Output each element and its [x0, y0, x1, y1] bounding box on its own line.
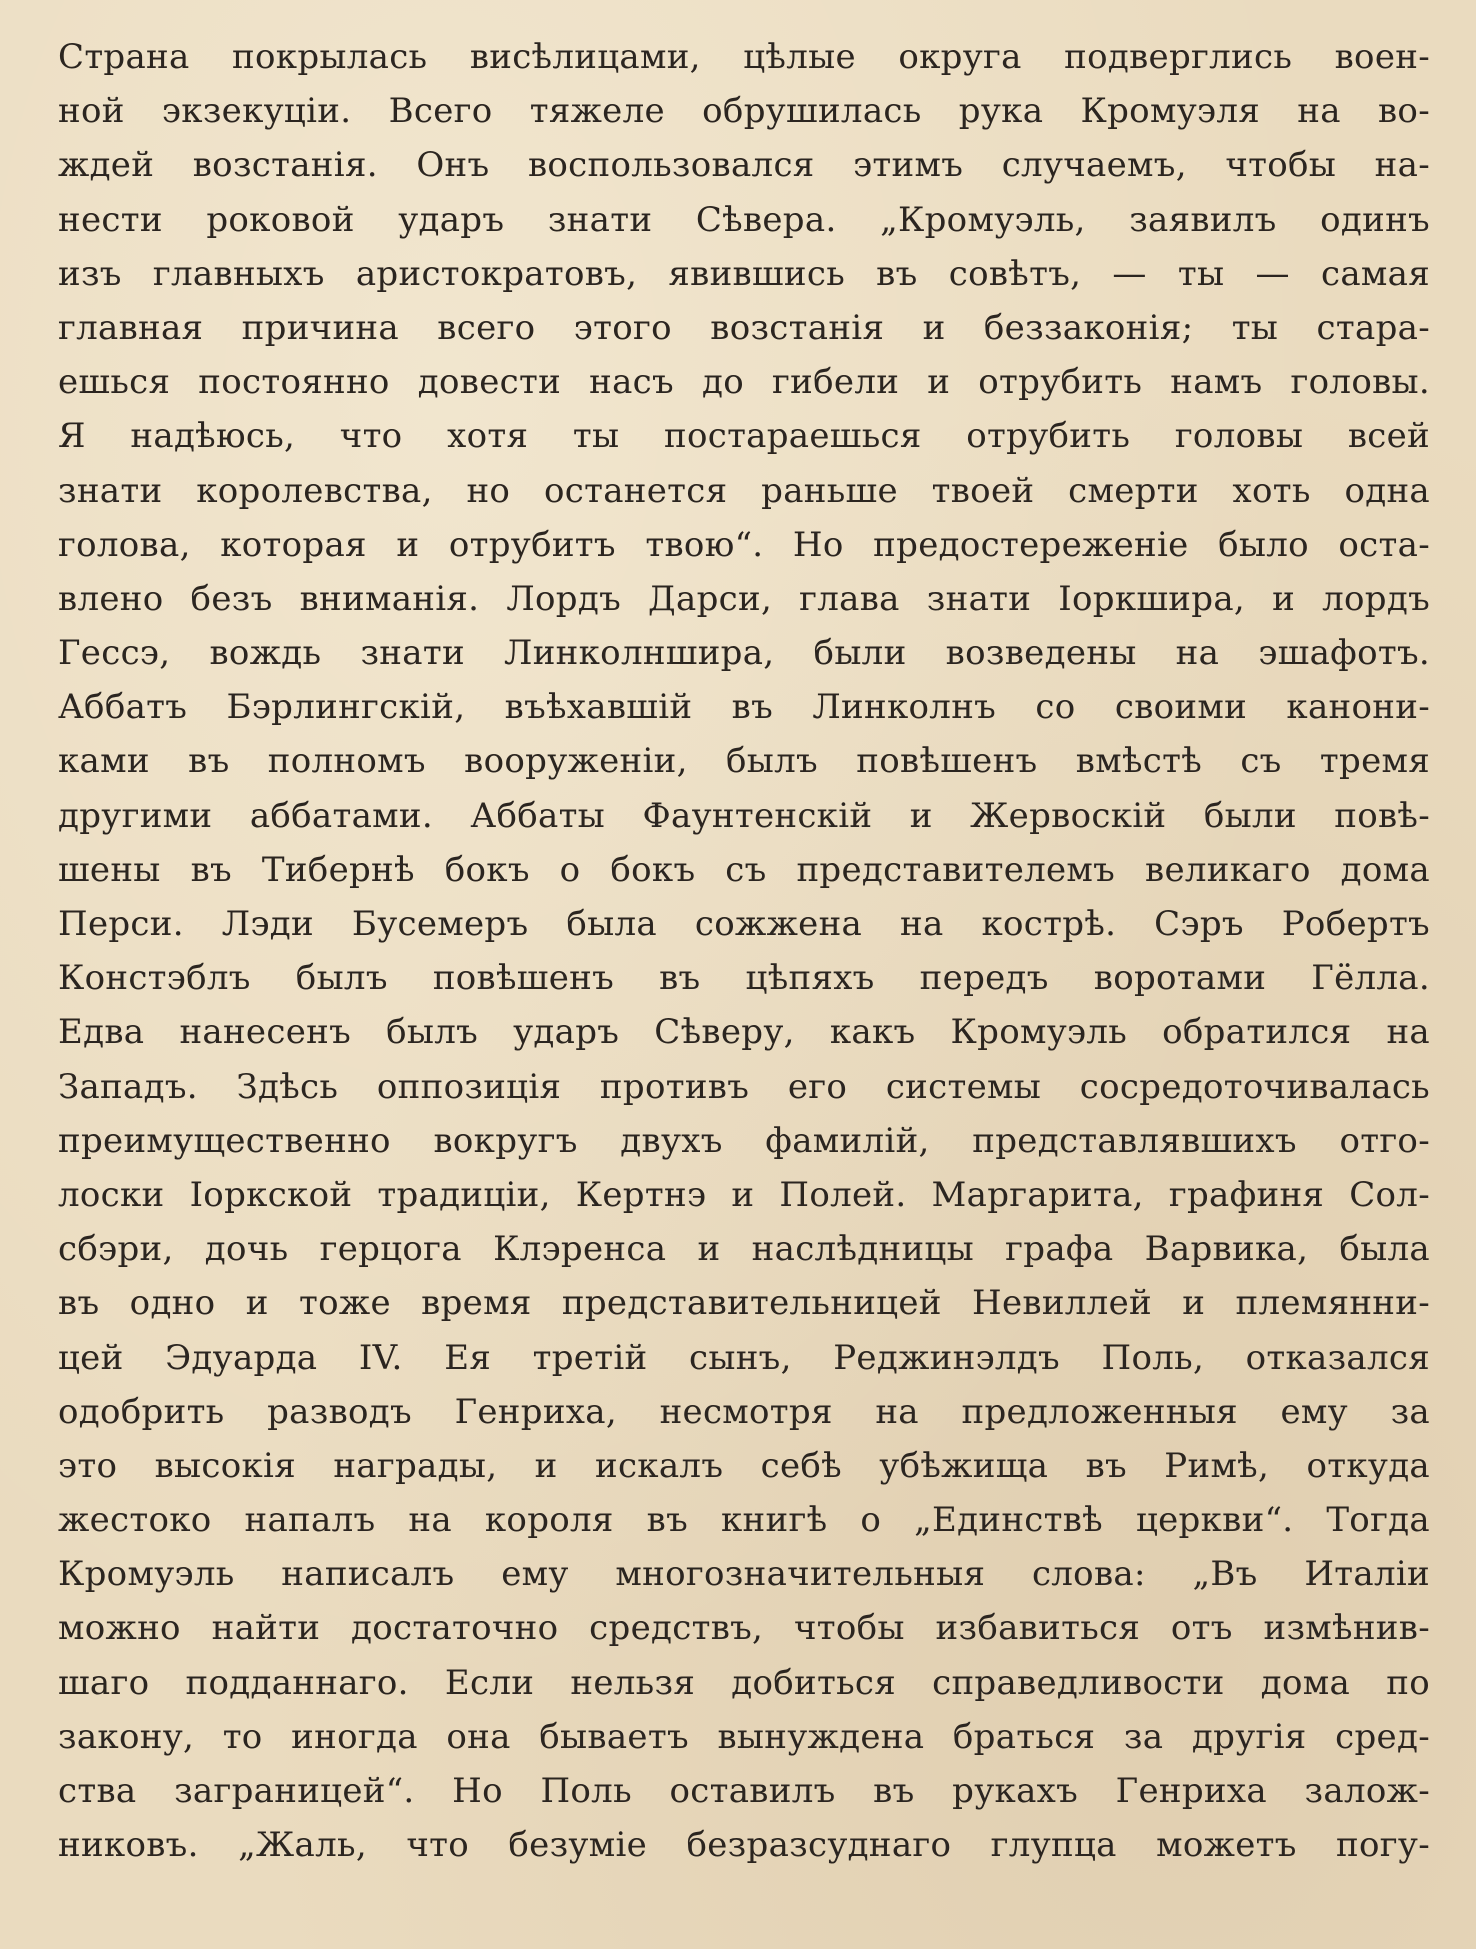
text-line: ешься постоянно довести насъ до гибели и отрубить намъ головы. — [58, 362, 1430, 403]
text-line: сбэри, дочь герцога Клэренса и наслѣдницы графа Варвика, была — [58, 1229, 1430, 1270]
text-line: никовъ. „Жаль, что безуміе безразсуднаго глупца можетъ погу- — [58, 1825, 1430, 1866]
text-line: Я надѣюсь, что хотя ты постараешься отрубить головы всей — [58, 416, 1430, 457]
text-line: Страна покрылась висѣлицами, цѣлые округа подверглись воен- — [58, 37, 1430, 77]
text-line: Кромуэль написалъ ему многозначительныя слова: „Въ Италіи — [58, 1554, 1430, 1595]
text-line: преимущественно вокругъ двухъ фамилій, представлявшихъ отго- — [58, 1120, 1430, 1161]
text-line: Едва нанесенъ былъ ударъ Сѣверу, какъ Кромуэль обратился на — [58, 1012, 1430, 1053]
text-line: это высокія награды, и искалъ себѣ убѣжища въ Римѣ, откуда — [58, 1445, 1430, 1486]
text-line: ждей возстанія. Онъ воспользовался этимъ случаемъ, чтобы на- — [58, 145, 1430, 186]
text-line: Гессэ, вождь знати Линколншира, были возведены на эшафотъ. — [58, 633, 1430, 674]
text-line: изъ главныхъ аристократовъ, явившись въ совѣтъ, — ты — самая — [58, 253, 1430, 294]
text-line: жестоко напалъ на короля въ книгѣ о „Единствѣ церкви“. Тогда — [58, 1500, 1430, 1541]
text-line: лоски Іоркской традиціи, Кертнэ и Полей. Маргарита, графиня Сол- — [58, 1174, 1430, 1215]
text-line: одобрить разводъ Генриха, несмотря на предложенныя ему за — [58, 1391, 1430, 1432]
text-line: Перси. Лэди Бусемеръ была сожжена на кострѣ. Сэръ Робертъ — [58, 904, 1430, 944]
text-line: ками въ полномъ вооруженіи, былъ повѣшенъ вмѣстѣ съ тремя — [58, 741, 1430, 782]
text-line: Аббатъ Бэрлингскій, въѣхавшій въ Линколнъ со своими канони- — [58, 687, 1430, 728]
text-line: влено безъ вниманія. Лордъ Дарси, глава знати Іоркшира, и лордъ — [58, 578, 1430, 619]
text-line: голова, которая и отрубитъ твою“. Но предостереженіе было оста- — [58, 524, 1430, 565]
text-line: ства заграницей“. Но Поль оставилъ въ рукахъ Генриха залож- — [58, 1771, 1430, 1811]
text-line: цей Эдуарда IV. Ея третій сынъ, Реджинэлдъ Поль, отказался — [58, 1337, 1430, 1378]
text-line: знати королевства, но останется раньше твоей смерти хоть одна — [58, 470, 1430, 511]
text-line: въ одно и тоже время представительницей Невиллей и племянни- — [58, 1283, 1430, 1324]
body-text — [58, 30, 1430, 1872]
text-line: шены въ Тибернѣ бокъ о бокъ съ представителемъ великаго дома — [58, 849, 1430, 890]
text-line: можно найти достаточно средствъ, чтобы избавиться отъ измѣнив- — [58, 1608, 1430, 1649]
text-line: закону, то иногда она бываетъ вынуждена браться за другія сред- — [58, 1716, 1430, 1757]
text-line: ной экзекуціи. Всего тяжеле обрушилась рука Кромуэля на во- — [58, 91, 1430, 132]
text-line: Констэблъ былъ повѣшенъ въ цѣпяхъ передъ воротами Гёлла. — [58, 958, 1430, 999]
text-line: главная причина всего этого возстанія и беззаконія; ты стара- — [58, 307, 1430, 348]
text-line: нести роковой ударъ знати Сѣвера. „Кромуэль, заявилъ одинъ — [58, 199, 1430, 240]
text-line: шаго подданнаго. Если нельзя добиться справедливости дома по — [58, 1662, 1430, 1703]
text-line: другими аббатами. Аббаты Фаунтенскій и Жервоскій были повѣ- — [58, 795, 1430, 836]
text-line: Западъ. Здѣсь оппозиція противъ его системы сосредоточивалась — [58, 1066, 1430, 1107]
